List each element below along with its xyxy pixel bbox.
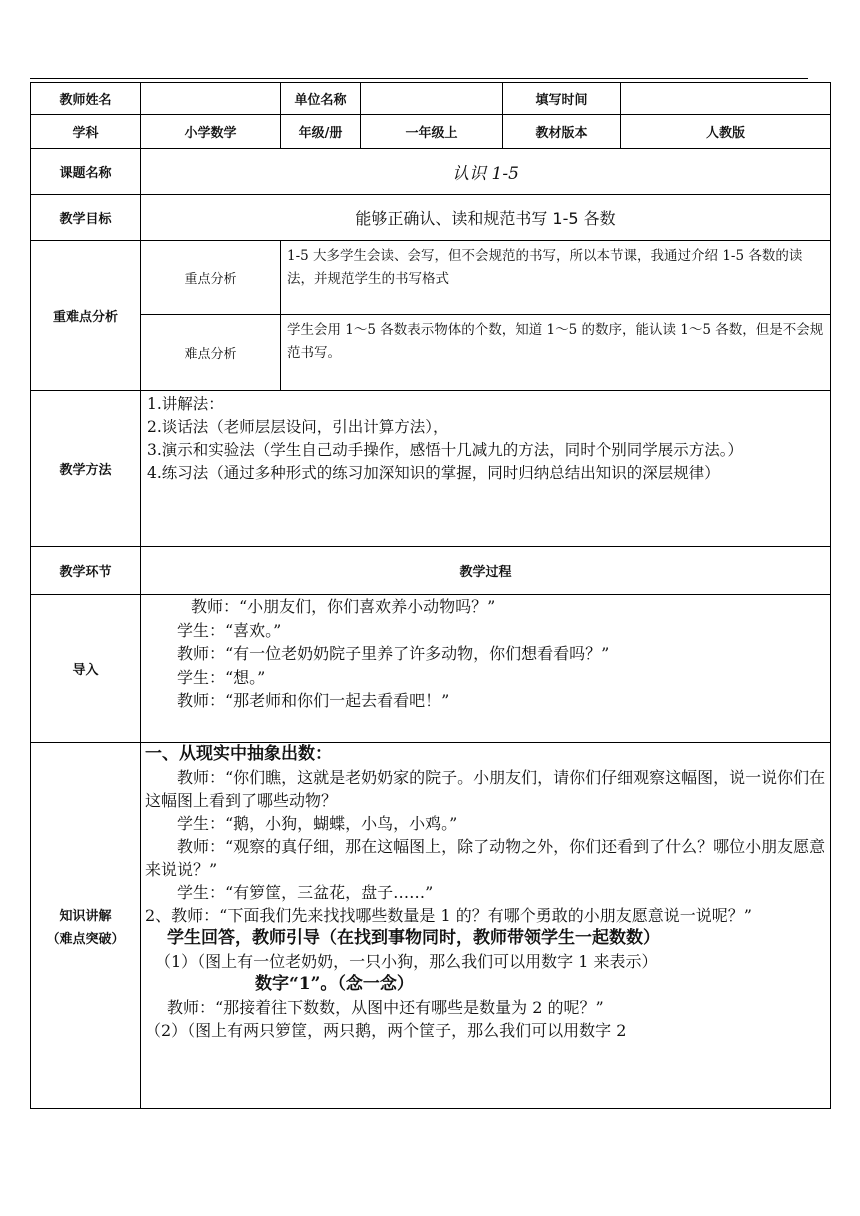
difficulty-analysis-text: 学生会用 1～5 各数表示物体的个数，知道 1～5 的数序，能认读 1～5 各数，但是不会规范书写。 (281, 315, 831, 391)
method-item: 4.练习法（通过多种形式的练习加深知识的掌握，同时归纳总结出知识的深层规律） (147, 464, 720, 482)
unit-value (361, 83, 503, 115)
teacher-name-label: 教师姓名 (31, 83, 141, 115)
row-teaching-methods (31, 391, 831, 547)
key-analysis-text: 1-5 大多学生会读、会写，但不会规范的书写，所以本节课，我通过介绍 1-5 各数的读法，并规范学生的书写格式 (281, 241, 831, 315)
knowledge-paragraph: 2、教师：“下面我们先来找找哪些数量是 1 的？有哪个勇敢的小朋友愿意说一说呢？” (145, 906, 752, 925)
knowledge-paragraph: （1）（图上有一位老奶奶，一只小狗，那么我们可以用数字 1 来表示） (155, 952, 658, 971)
teaching-methods-label: 教学方法 (31, 391, 141, 547)
knowledge-paragraph: 数字“1”。（念一念） (255, 974, 414, 994)
knowledge-label-line2: （难点突破） (46, 931, 125, 947)
stage-header-label: 教学环节 (31, 547, 141, 595)
grade-value: 一年级上 (361, 115, 503, 149)
method-item: 2.谈话法（老师层层设问，引出计算方法）， (147, 418, 449, 436)
subject-value: 小学数学 (141, 115, 281, 149)
teacher-name-value (141, 83, 281, 115)
knowledge-paragraph: 学生：“有箩筐，三盆花，盘子……” (177, 883, 434, 902)
knowledge-paragraph: 学生：“鹅，小狗，蝴蝶，小鸟，小鸡。” (177, 814, 458, 833)
knowledge-paragraph: 教师：“你们瞧，这就是老奶奶家的院子。小朋友们，请你们仔细观察这幅图，说一说你们在这幅图上看到了哪些动物？ (145, 768, 826, 810)
subject-label: 学科 (31, 115, 141, 149)
row-process-header (31, 547, 831, 595)
key-analysis-label: 重点分析 (141, 241, 281, 315)
row-subject-info (31, 115, 831, 149)
dialog-line: 学生：“喜欢。” (177, 620, 282, 640)
knowledge-label-line1: 知识讲解 (59, 908, 112, 924)
teaching-methods-list (141, 391, 831, 547)
unit-label: 单位名称 (281, 83, 361, 115)
edition-label: 教材版本 (503, 115, 621, 149)
row-teacher-info (31, 83, 831, 115)
knowledge-label (31, 743, 141, 1109)
grade-label: 年级/册 (281, 115, 361, 149)
lesson-title-label: 课题名称 (31, 149, 141, 195)
dialog-line: 教师：“小朋友们，你们喜欢养小动物吗？” (191, 597, 496, 616)
knowledge-paragraph: 教师：“观察的真仔细，那在这幅图上，除了动物之外，你们还看到了什么？哪位小朋友愿意来说说？” (145, 837, 826, 879)
knowledge-heading: 一、从现实中抽象出数： (145, 744, 332, 764)
analysis-label: 重难点分析 (31, 241, 141, 391)
edition-value: 人教版 (621, 115, 831, 149)
row-difficulty-analysis (31, 315, 831, 391)
fill-time-value (621, 83, 831, 115)
process-header-label: 教学过程 (141, 547, 831, 595)
row-teaching-goal (31, 195, 831, 241)
difficulty-analysis-label: 难点分析 (141, 315, 281, 391)
row-knowledge (31, 743, 831, 1109)
intro-label: 导入 (31, 595, 141, 743)
top-rule (30, 78, 808, 79)
knowledge-paragraph: 学生回答，教师引导（在找到事物同时，教师带领学生一起数数） (167, 928, 660, 948)
lesson-title-value: 认识 1-5 (141, 149, 831, 195)
teaching-goal-label: 教学目标 (31, 195, 141, 241)
row-intro (31, 595, 831, 743)
lesson-plan-table (30, 82, 831, 1109)
row-key-analysis (31, 241, 831, 315)
intro-dialog (141, 595, 831, 743)
method-item: 1.讲解法： (147, 395, 224, 413)
dialog-line: 教师：“有一位老奶奶院子里养了许多动物，你们想看看吗？” (177, 644, 610, 663)
dialog-line: 教师：“那老师和你们一起去看看吧！” (177, 691, 450, 710)
method-item: 3.演示和实验法（学生自己动手操作，感悟十几减九的方法，同时个别同学展示方法。） (147, 441, 744, 459)
knowledge-paragraph: 教师：“那接着往下数数，从图中还有哪些是数量为 2 的呢？” (167, 998, 604, 1017)
row-lesson-title (31, 149, 831, 195)
knowledge-content (141, 743, 831, 1109)
teaching-goal-value: 能够正确认、读和规范书写 1-5 各数 (141, 195, 831, 241)
knowledge-paragraph: （2）（图上有两只箩筐，两只鹅，两个筐子，那么我们可以用数字 2 (145, 1021, 627, 1040)
fill-time-label: 填写时间 (503, 83, 621, 115)
dialog-line: 学生：“想。” (177, 667, 266, 687)
